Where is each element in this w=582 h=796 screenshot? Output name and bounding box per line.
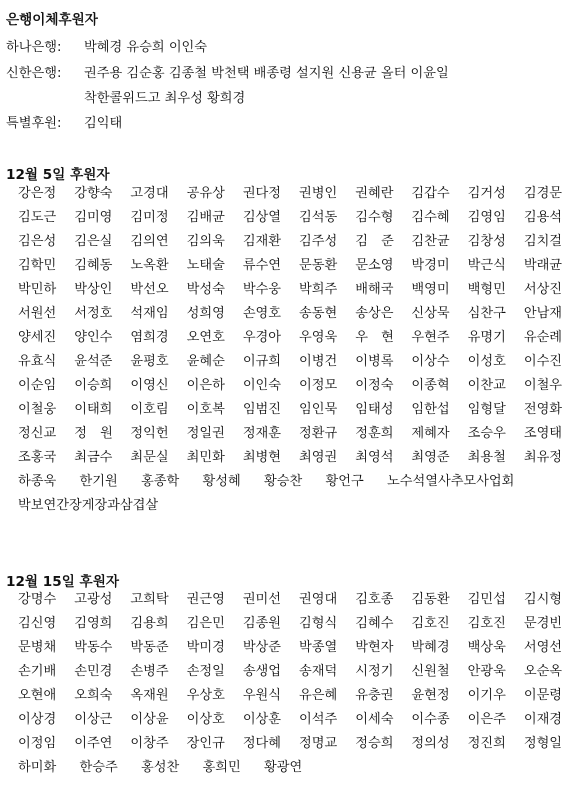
donor-name: 최금수 [74, 450, 113, 465]
donor-name: 문동환 [299, 258, 338, 273]
donor-name: 전영화 [523, 402, 563, 417]
dec5-donor-grid [18, 182, 580, 518]
donor-name: 김상열 [242, 210, 282, 225]
donor-name: 노옥환 [130, 258, 169, 273]
donor-name: 김은민 [186, 616, 225, 631]
donor-name: 박민하 [18, 282, 57, 297]
donor-name: 정 원 [74, 426, 113, 441]
donor-name: 오현애 [18, 688, 57, 703]
donor-name: 안광욱 [467, 664, 506, 679]
donor-name: 박희주 [299, 282, 338, 297]
donor-row [18, 660, 580, 684]
donor-name: 서상진 [523, 282, 563, 297]
donor-name: 김갑수 [411, 186, 450, 201]
donor-name: 정환규 [299, 426, 338, 441]
donor-name: 김호진 [411, 616, 450, 631]
bank-row-shinhan [6, 62, 578, 81]
donor-row [18, 422, 580, 446]
donor-name: 송재덕 [299, 664, 338, 679]
donor-name: 정재훈 [242, 426, 282, 441]
donor-name: 고광성 [74, 592, 113, 607]
donor-name: 박현자 [355, 640, 394, 655]
donor-name: 김미정 [130, 210, 169, 225]
donor-name: 황성혜 [202, 474, 241, 489]
donor-name: 최용철 [467, 450, 506, 465]
donor-name: 최민화 [186, 450, 225, 465]
donor-name: 이호복 [186, 402, 225, 417]
donor-row [18, 446, 580, 470]
donor-name: 이석주 [299, 712, 338, 727]
donor-name: 문소영 [355, 258, 394, 273]
donor-name: 윤현정 [411, 688, 450, 703]
donor-name: 김치걸 [523, 234, 563, 249]
donor-name: 정명교 [299, 736, 338, 751]
donor-name: 임형달 [467, 402, 506, 417]
bank-names: 권주용 김순홍 김종철 박천택 배종령 설지원 신용균 올터 이윤일 [84, 66, 449, 81]
donor-name: 이병건 [299, 354, 338, 369]
donor-name: 오연호 [186, 330, 225, 345]
bank-names: 김익태 [84, 116, 123, 131]
donor-name: 우원식 [242, 688, 282, 703]
donor-name: 박근식 [467, 258, 506, 273]
donor-name: 공유상 [186, 186, 225, 201]
donor-name: 오희숙 [74, 688, 113, 703]
donor-name: 이상수 [411, 354, 450, 369]
donor-name: 신원철 [411, 664, 450, 679]
donor-name: 양인수 [74, 330, 113, 345]
donor-row [18, 326, 580, 350]
donor-name: 심찬구 [467, 306, 506, 321]
donor-name: 홍종학 [141, 474, 180, 489]
donor-row [18, 230, 580, 254]
donor-row [18, 708, 580, 732]
donor-name: 이기우 [467, 688, 506, 703]
donor-name: 황언구 [325, 474, 364, 489]
donor-name: 이영신 [130, 378, 169, 393]
donor-name: 이상윤 [130, 712, 169, 727]
donor-name: 문병채 [18, 640, 57, 655]
donor-name: 한승주 [79, 760, 118, 775]
donor-name: 시정기 [355, 664, 394, 679]
donor-name: 윤혜순 [186, 354, 225, 369]
donor-row [18, 470, 580, 494]
donor-name: 윤평호 [130, 354, 169, 369]
donor-name: 박경미 [411, 258, 450, 273]
donor-name: 김혜수 [355, 616, 394, 631]
bank-label: 특별후원: [6, 116, 62, 131]
donor-name: 김수혜 [411, 210, 450, 225]
donor-name: 우상호 [186, 688, 225, 703]
donor-row [18, 206, 580, 230]
donor-name: 이찬교 [467, 378, 506, 393]
donor-name: 김배균 [186, 210, 225, 225]
donor-name: 박동수 [74, 640, 113, 655]
dec15-donor-grid [18, 588, 580, 780]
donor-row [18, 374, 580, 398]
donor-row [18, 182, 580, 206]
donor-name: 성희영 [186, 306, 225, 321]
donor-row [18, 612, 580, 636]
donor-name: 이세숙 [355, 712, 394, 727]
donor-name: 권다정 [242, 186, 282, 201]
donor-name: 유명기 [467, 330, 506, 345]
donor-name: 박래균 [523, 258, 563, 273]
donor-name: 김형식 [299, 616, 338, 631]
dec5-donors-heading: 12월 5일 후원자 [6, 167, 110, 183]
donor-name: 최영권 [299, 450, 338, 465]
donor-name: 고희탁 [130, 592, 169, 607]
donor-name: 이정숙 [355, 378, 394, 393]
donor-name: 최병현 [242, 450, 282, 465]
donor-name: 이상훈 [242, 712, 282, 727]
donor-name: 정다혜 [242, 736, 282, 751]
donor-name: 이주연 [74, 736, 113, 751]
donor-name: 조영태 [523, 426, 563, 441]
donor-name: 제혜자 [411, 426, 450, 441]
bank-names-continued: 착한콜위드고 최우성 황희경 [84, 91, 246, 106]
donor-name: 김주성 [299, 234, 338, 249]
donor-name: 이순임 [18, 378, 57, 393]
donor-name: 양세진 [18, 330, 57, 345]
donor-name: 배해국 [355, 282, 394, 297]
donor-name: 신상묵 [411, 306, 450, 321]
donor-name: 이철웅 [18, 402, 57, 417]
donor-name: 박혜경 [411, 640, 450, 655]
donor-name: 이재경 [523, 712, 563, 727]
donor-name: 김민섭 [467, 592, 506, 607]
donor-name: 이수진 [523, 354, 563, 369]
donor-name: 서영선 [523, 640, 563, 655]
donor-name: 정신교 [18, 426, 57, 441]
donor-name: 권병인 [299, 186, 338, 201]
donor-name: 석재임 [130, 306, 169, 321]
bank-row-special [6, 112, 578, 131]
donor-name: 김영임 [467, 210, 506, 225]
donor-name: 김거성 [467, 186, 506, 201]
donor-name: 박종열 [299, 640, 338, 655]
donor-name: 이상호 [186, 712, 225, 727]
donor-name: 이병록 [355, 354, 394, 369]
donor-name: 정익헌 [130, 426, 169, 441]
donor-name: 김호진 [467, 616, 506, 631]
donor-name: 김시형 [523, 592, 563, 607]
donor-name: 임범진 [242, 402, 282, 417]
donor-name: 김호종 [355, 592, 394, 607]
donor-name: 염희경 [130, 330, 169, 345]
donor-name: 백상욱 [467, 640, 506, 655]
donor-name: 이은주 [467, 712, 506, 727]
donor-name: 안남재 [523, 306, 563, 321]
donor-name: 김의연 [130, 234, 169, 249]
donor-name: 정훈희 [355, 426, 394, 441]
donor-name: 최영준 [411, 450, 450, 465]
donor-name: 손기배 [18, 664, 57, 679]
donor-name: 김은성 [18, 234, 57, 249]
donor-name: 정형일 [523, 736, 563, 751]
donor-name: 우현주 [411, 330, 450, 345]
donor-name: 조홍국 [18, 450, 57, 465]
bank-label: 하나은행: [6, 40, 62, 55]
donor-name: 이인숙 [242, 378, 282, 393]
donor-name: 김종원 [242, 616, 282, 631]
dec15-donors-heading: 12월 15일 후원자 [6, 574, 119, 590]
donor-row [18, 398, 580, 422]
donor-name: 권영대 [299, 592, 338, 607]
donor-name: 박성숙 [186, 282, 225, 297]
donor-name: 박상인 [74, 282, 113, 297]
donor-name: 김석동 [299, 210, 338, 225]
donor-name: 손병주 [130, 664, 169, 679]
donor-name: 송동현 [299, 306, 338, 321]
donor-name: 윤석준 [74, 354, 113, 369]
donor-name: 손민경 [74, 664, 113, 679]
donor-name: 류수연 [242, 258, 282, 273]
donor-name: 우 현 [355, 330, 394, 345]
donor-name: 하미화 [18, 760, 57, 775]
donor-name: 유충권 [355, 688, 394, 703]
donor-name: 이종혁 [411, 378, 450, 393]
donor-name: 김학민 [18, 258, 57, 273]
donor-name: 김 준 [355, 234, 394, 249]
donor-name: 박미경 [186, 640, 225, 655]
donor-row [18, 494, 580, 518]
donor-row [18, 684, 580, 708]
donor-row [18, 732, 580, 756]
donor-name: 홍성찬 [141, 760, 180, 775]
donor-name: 김용희 [130, 616, 169, 631]
donor-name: 김경문 [523, 186, 563, 201]
donor-row [18, 254, 580, 278]
donor-name: 백영미 [411, 282, 450, 297]
donor-name: 송생업 [242, 664, 282, 679]
donor-name: 김동환 [411, 592, 450, 607]
donor-name: 강향숙 [74, 186, 113, 201]
donor-name: 백형민 [467, 282, 506, 297]
donor-name: 홍희민 [202, 760, 241, 775]
donor-name: 손정일 [186, 664, 225, 679]
donor-name: 박보연간장게장과삼겹살 [18, 498, 159, 513]
donor-name: 권혜란 [355, 186, 394, 201]
donor-name: 김영희 [74, 616, 113, 631]
donor-name: 정의성 [411, 736, 450, 751]
bank-row-hana [6, 36, 578, 55]
donor-name: 유순례 [523, 330, 563, 345]
donor-name: 이창주 [130, 736, 169, 751]
donor-row [18, 302, 580, 326]
donor-name: 임태성 [355, 402, 394, 417]
donor-name: 장인규 [186, 736, 225, 751]
donor-name: 김용석 [523, 210, 563, 225]
donor-name: 김은실 [74, 234, 113, 249]
donor-name: 노수석열사추모사업회 [387, 474, 515, 489]
donor-name: 이수종 [411, 712, 450, 727]
donor-name: 손영호 [242, 306, 282, 321]
donor-name: 오순옥 [523, 664, 563, 679]
donor-name: 정일권 [186, 426, 225, 441]
donor-name: 이호림 [130, 402, 169, 417]
donor-name: 김찬균 [411, 234, 450, 249]
donor-name: 박수웅 [242, 282, 282, 297]
donor-name: 정진희 [467, 736, 506, 751]
donor-name: 김혜동 [74, 258, 113, 273]
donor-name: 조승우 [467, 426, 506, 441]
donor-name: 김미영 [74, 210, 113, 225]
donor-name: 하종욱 [18, 474, 57, 489]
donor-name: 김재환 [242, 234, 282, 249]
donor-row [18, 756, 580, 780]
donor-name: 최문실 [130, 450, 169, 465]
donor-name: 최영석 [355, 450, 394, 465]
bank-names: 박혜경 유승희 이인숙 [84, 40, 208, 55]
donor-name: 최유정 [523, 450, 563, 465]
donor-name: 이성호 [467, 354, 506, 369]
donor-name: 강명수 [18, 592, 57, 607]
donor-row [18, 636, 580, 660]
donor-name: 황승찬 [264, 474, 303, 489]
donor-name: 김도근 [18, 210, 57, 225]
donor-name: 권미선 [242, 592, 282, 607]
donor-name: 노태술 [186, 258, 225, 273]
donor-name: 이승희 [74, 378, 113, 393]
donor-name: 송상은 [355, 306, 394, 321]
donor-name: 이상경 [18, 712, 57, 727]
donor-name: 임한섭 [411, 402, 450, 417]
donor-name: 권근영 [186, 592, 225, 607]
donor-name: 이정임 [18, 736, 57, 751]
donor-name: 정승희 [355, 736, 394, 751]
donor-name: 이정모 [299, 378, 338, 393]
donor-name: 유효식 [18, 354, 57, 369]
donor-name: 박선오 [130, 282, 169, 297]
donor-name: 황광연 [264, 760, 303, 775]
donor-name: 한기원 [79, 474, 118, 489]
donor-name: 옥재원 [130, 688, 169, 703]
donor-name: 박상준 [242, 640, 282, 655]
bank-donors-heading: 은행이체후원자 [6, 12, 98, 28]
donor-name: 우영욱 [299, 330, 338, 345]
donor-name: 김창성 [467, 234, 506, 249]
donor-name: 강은정 [18, 186, 57, 201]
donor-name: 이철우 [523, 378, 563, 393]
donor-name: 이문령 [523, 688, 563, 703]
donor-name: 고경대 [130, 186, 169, 201]
donor-name: 김수형 [355, 210, 394, 225]
donor-name: 김신영 [18, 616, 57, 631]
donor-name: 서정호 [74, 306, 113, 321]
bank-label: 신한은행: [6, 66, 62, 81]
donor-name: 우경아 [242, 330, 282, 345]
donor-name: 유은혜 [299, 688, 338, 703]
donor-name: 김의욱 [186, 234, 225, 249]
donor-name: 문경빈 [523, 616, 563, 631]
donor-name: 서원선 [18, 306, 57, 321]
donor-row [18, 278, 580, 302]
donor-row [18, 588, 580, 612]
donor-name: 임인묵 [299, 402, 338, 417]
donor-name: 이상근 [74, 712, 113, 727]
donor-name: 이규희 [242, 354, 282, 369]
donor-name: 이태희 [74, 402, 113, 417]
donor-name: 이은하 [186, 378, 225, 393]
donor-name: 박동준 [130, 640, 169, 655]
donor-row [18, 350, 580, 374]
